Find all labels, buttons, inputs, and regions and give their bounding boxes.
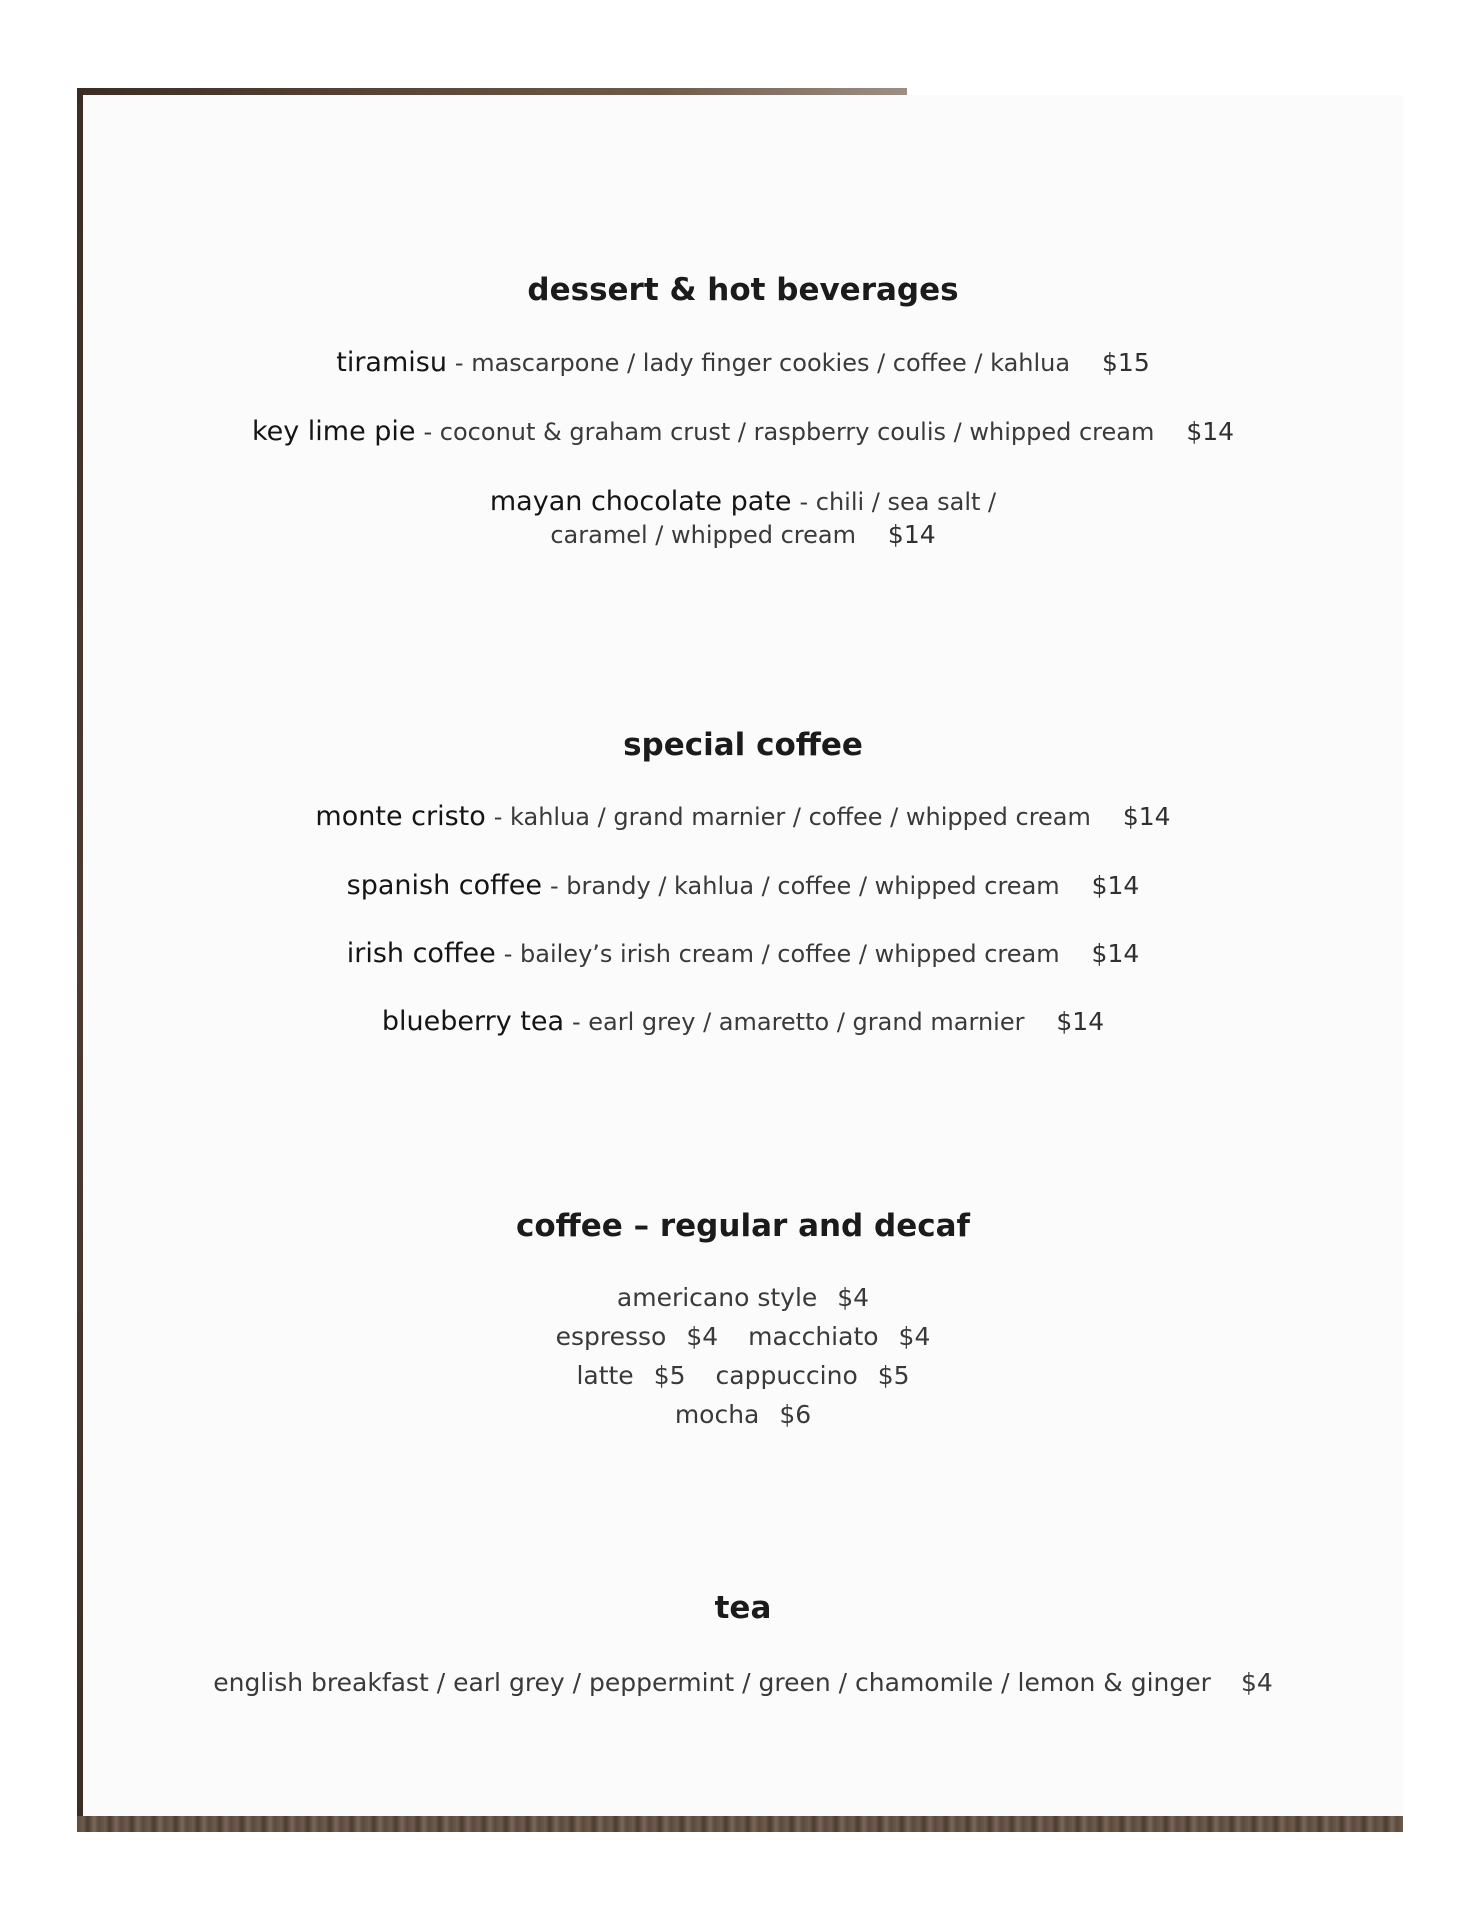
dessert-section-title: dessert & hot beverages (527, 272, 959, 308)
coffee-line-3 (83, 1361, 1403, 1390)
tea-line (83, 1668, 1403, 1697)
item-name: americano style (616, 1283, 818, 1312)
item-name: key lime pie (251, 416, 416, 447)
coffee-line-2 (83, 1322, 1403, 1351)
item-description: - chili / sea salt / (799, 488, 997, 516)
menu-item-tiramisu (83, 347, 1403, 378)
menu-item-key-lime-pie (83, 416, 1403, 447)
menu-item-monte-cristo (83, 801, 1403, 832)
tea-price: $4 (1240, 1668, 1273, 1697)
tea-section-title: tea (714, 1590, 772, 1626)
item-description: - brandy / kahlua / coffee / whipped cream (549, 872, 1060, 900)
item-name: mayan chocolate pate (489, 486, 792, 517)
item-price: $4 (898, 1322, 931, 1351)
menu-item-spanish-coffee (83, 870, 1403, 901)
item-name: latte (576, 1361, 634, 1390)
menu-item-mayan-chocolate-pate (83, 486, 1403, 517)
wood-table-edge-top (77, 88, 907, 95)
item-price: $5 (653, 1361, 686, 1390)
item-price: $5 (877, 1361, 910, 1390)
coffee-section-title: coffee – regular and decaf (515, 1208, 971, 1244)
item-description: - bailey’s irish cream / coffee / whipped cream (503, 940, 1060, 968)
item-price: $15 (1102, 348, 1150, 377)
item-price: $14 (1091, 871, 1140, 900)
item-price: $14 (1186, 417, 1235, 446)
menu-item-mayan-chocolate-pate-line2 (83, 520, 1403, 549)
menu-item-irish-coffee (83, 938, 1403, 969)
item-description: - earl grey / amaretto / grand marnier (571, 1008, 1025, 1036)
item-name: tiramisu (336, 347, 447, 378)
item-price: $4 (686, 1322, 719, 1351)
item-name: cappuccino (715, 1361, 858, 1390)
coffee-line-1 (83, 1283, 1403, 1312)
tea-varieties: english breakfast / earl grey / peppermint / green / chamomile / lemon & ginger (213, 1668, 1211, 1697)
item-name: monte cristo (315, 801, 486, 832)
item-price: $14 (887, 520, 936, 549)
item-name: mocha (674, 1400, 760, 1429)
menu-item-blueberry-tea (83, 1006, 1403, 1037)
item-name: blueberry tea (381, 1006, 565, 1037)
special-coffee-section-title: special coffee (623, 727, 863, 763)
item-price: $14 (1056, 1007, 1105, 1036)
wood-table-edge-bottom (77, 1816, 1403, 1832)
item-price: $14 (1122, 802, 1171, 831)
item-price: $4 (837, 1283, 870, 1312)
coffee-line-4 (83, 1400, 1403, 1429)
item-description: - coconut & graham crust / raspberry coulis / whipped cream (423, 418, 1155, 446)
item-price: $6 (779, 1400, 812, 1429)
item-description: - kahlua / grand marnier / coffee / whipped cream (493, 803, 1091, 831)
item-description: - mascarpone / lady finger cookies / coffee / kahlua (454, 349, 1071, 377)
item-description-continued: caramel / whipped cream (550, 521, 856, 549)
item-name: spanish coffee (346, 870, 542, 901)
item-name: macchiato (748, 1322, 879, 1351)
item-price: $14 (1091, 939, 1140, 968)
item-name: espresso (555, 1322, 667, 1351)
item-name: irish coffee (346, 938, 496, 969)
